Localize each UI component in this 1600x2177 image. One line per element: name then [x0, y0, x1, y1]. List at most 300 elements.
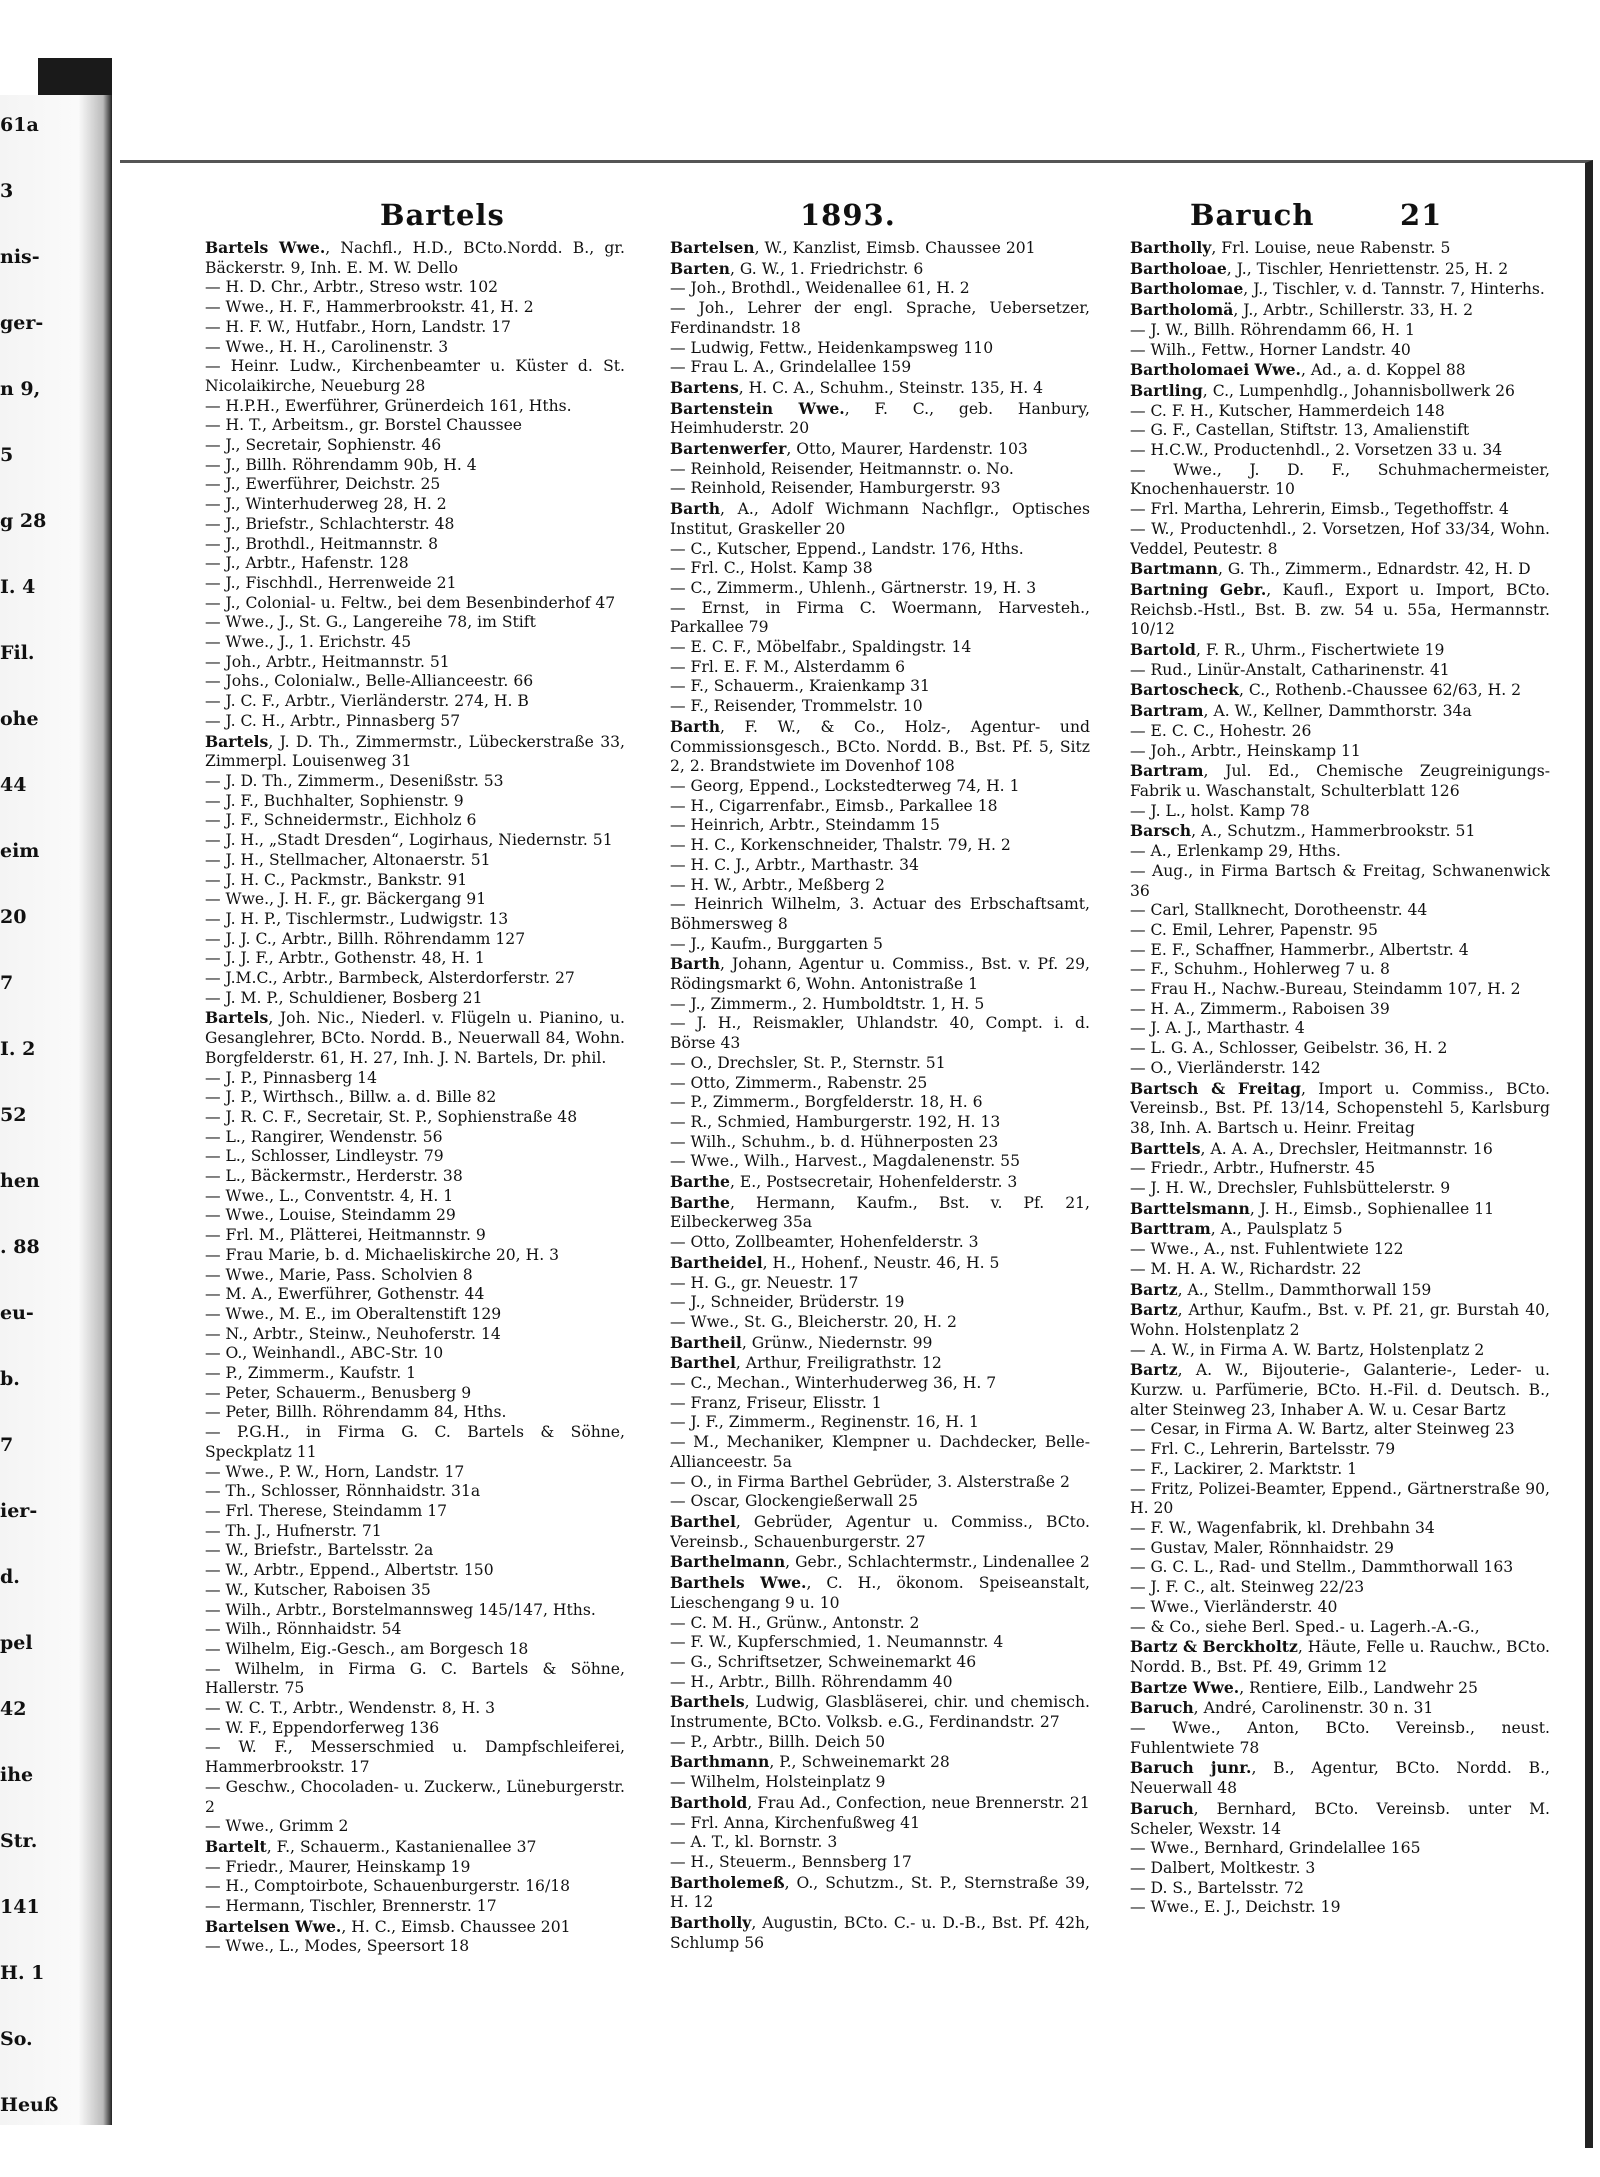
entry-surname: Bartelt — [205, 1836, 267, 1856]
directory-entry: Bartsch & Freitag, Import u. Commiss., BCto. Vereinsb., Bst. Pf. 13/14, Schopenstehl 5, Karlsburg 38, Inh. A. Bartsch u. Heinr. Freitag — [1130, 1078, 1550, 1137]
directory-entry: — J. J. C., Arbtr., Billh. Röhrendamm 127 — [205, 929, 526, 948]
entry-surname: Bartholemeß — [670, 1872, 785, 1892]
directory-entry: — Peter, Billh. Röhrendamm 84, Hths. — [205, 1403, 507, 1422]
directory-entry: — J. W., Billh. Röhrendamm 66, H. 1 — [1130, 320, 1415, 339]
directory-entry: — L., Schlosser, Lindleystr. 79 — [205, 1147, 444, 1166]
directory-entry: — H. D. Chr., Arbtr., Streso wstr. 102 — [205, 278, 499, 297]
page-number: 21 — [1400, 198, 1443, 232]
directory-entry: Bartling, C., Lumpenhdlg., Johannisbollwerk 26 — [1130, 380, 1515, 400]
directory-entry: — J. H. P., Tischlermstr., Ludwigstr. 13 — [205, 909, 509, 928]
previous-page-fragment: I. 4 — [0, 576, 36, 598]
entry-surname: Barthel — [670, 1512, 736, 1531]
directory-entry: — H. W., Arbtr., Meßberg 2 — [670, 875, 885, 894]
entry-surname: Barttels — [1130, 1138, 1201, 1158]
previous-page-fragment: 44 — [0, 774, 27, 796]
directory-entry: — Frl. Therese, Steindamm 17 — [205, 1502, 448, 1520]
directory-entry: — Wwe., H. H., Carolinenstr. 3 — [205, 337, 449, 356]
entry-surname: Bartoscheck — [1130, 680, 1239, 700]
directory-entry: — Wwe., St. G., Bleicherstr. 20, H. 2 — [670, 1312, 957, 1331]
directory-entry: — J., Schneider, Brüderstr. 19 — [670, 1293, 905, 1312]
directory-entry: — W., Arbtr., Eppend., Albertstr. 150 — [205, 1561, 494, 1580]
directory-entry: Barsch, A., Schutzm., Hammerbrookstr. 51 — [1130, 821, 1476, 841]
directory-entry: — Friedr., Arbtr., Hufnerstr. 45 — [1130, 1159, 1376, 1178]
entry-surname: Bartram — [1130, 761, 1204, 781]
directory-entry: — Th. J., Hufnerstr. 71 — [205, 1521, 382, 1540]
entry-surname: Bartz & Berckholtz — [1130, 1637, 1298, 1657]
directory-entry: — Reinhold, Reisender, Hamburgerstr. 93 — [670, 479, 1001, 498]
directory-entry: — R., Schmied, Hamburgerstr. 192, H. 13 — [670, 1112, 1001, 1131]
directory-entry: — J., Ewerführer, Deichstr. 25 — [205, 475, 441, 494]
entry-surname: Barthels Wwe. — [670, 1573, 807, 1593]
directory-entry: — J., Fischhdl., Herrenweide 21 — [205, 573, 457, 592]
directory-entry: — H. G., gr. Neuestr. 17 — [670, 1273, 859, 1292]
directory-entry: — C. M. H., Grünw., Antonstr. 2 — [670, 1613, 920, 1632]
directory-entry: Bartholomä, J., Arbtr., Schillerstr. 33, H. 2 — [1130, 300, 1473, 320]
entry-surname: Bartling — [1130, 380, 1203, 400]
directory-entry: — Frl. Anna, Kirchenfußweg 41 — [670, 1813, 921, 1832]
directory-entry: — C. F. H., Kutscher, Hammerdeich 148 — [1130, 401, 1445, 420]
directory-entry: — J. H. C., Packmstr., Bankstr. 91 — [205, 870, 468, 889]
directory-entry: — Wwe., H. F., Hammerbrookstr. 41, H. 2 — [205, 298, 534, 317]
previous-page-fragment: ohe — [0, 708, 39, 730]
previous-page-fragment: 61a — [0, 114, 39, 136]
entry-surname: Barttram — [1130, 1219, 1211, 1239]
directory-entry: — Rud., Linür-Anstalt, Catharinenstr. 41 — [1130, 660, 1450, 679]
directory-entry: Barttelsmann, J. H., Eimsb., Sophienallee 11 — [1130, 1198, 1495, 1218]
entry-surname: Bartenwerfer — [670, 439, 787, 459]
directory-entry: — F. W., Kupferschmied, 1. Neumannstr. 4 — [670, 1633, 1004, 1652]
directory-entry: — W. F., Messerschmied u. Dampfschleiferei, Hammerbrookstr. 17 — [205, 1738, 625, 1777]
directory-entry: — Th., Schlosser, Rönnhaidstr. 31a — [205, 1482, 481, 1501]
previous-page-fragment: ger- — [0, 312, 44, 334]
entry-surname: Bartz — [1130, 1279, 1178, 1299]
directory-entry: — Peter, Schauerm., Benusberg 9 — [205, 1383, 472, 1402]
directory-entry: — G., Schriftsetzer, Schweinemarkt 46 — [670, 1652, 977, 1671]
directory-entry: — J., Arbtr., Hafenstr. 128 — [205, 554, 409, 573]
entry-surname: Bartheidel — [670, 1252, 763, 1272]
directory-entry: Bartelsen, W., Kanzlist, Eimsb. Chaussee 201 — [670, 238, 1036, 257]
directory-entry: Bartram, A. W., Kellner, Dammthorstr. 34a — [1130, 701, 1472, 721]
directory-entry: — Wilhelm, Eig.-Gesch., am Borgesch 18 — [205, 1639, 529, 1658]
directory-entry: Bartels, J. D. Th., Zimmermstr., Lübeckerstraße 33, Zimmerpl. Louisenweg 31 — [205, 731, 625, 771]
column-3 — [1130, 238, 1550, 2038]
directory-entry: — Frl. C., Lehrerin, Bartelsstr. 79 — [1130, 1440, 1396, 1459]
directory-entry: — Joh., Arbtr., Heinskamp 11 — [1130, 741, 1361, 760]
directory-entry: — J., Brothdl., Heitmannstr. 8 — [205, 534, 439, 553]
directory-entry: — P., Zimmerm., Kaufstr. 1 — [205, 1364, 417, 1383]
directory-entry: — L. G. A., Schlosser, Geibelstr. 36, H. 2 — [1130, 1039, 1448, 1058]
directory-entry: — M., Mechaniker, Klempner u. Dachdecker, Belle-Allianceestr. 5a — [670, 1433, 1090, 1471]
directory-entry: — C. Emil, Lehrer, Papenstr. 95 — [1130, 920, 1378, 939]
directory-entry: — C., Kutscher, Eppend., Landstr. 176, Hths. — [670, 539, 1024, 558]
directory-entry: Barthels, Ludwig, Glasbläserei, chir. und chemisch. Instrumente, BCto. Volksb. e.G., Ferdinandstr. 27 — [670, 1692, 1090, 1732]
previous-page-fragment: b. — [0, 1368, 20, 1390]
previous-page-fragment: ier- — [0, 1500, 38, 1522]
previous-page-fragment: n 9, — [0, 378, 41, 400]
directory-entry: — Wwe., J. D. F., Schuhmachermeister, Knochenhauerstr. 10 — [1130, 460, 1550, 499]
directory-entry: — Georg, Eppend., Lockstedterweg 74, H. 1 — [670, 776, 1020, 795]
previous-page-fragment: 52 — [0, 1104, 27, 1126]
directory-entry: Bartoscheck, C., Rothenb.-Chaussee 62/63, H. 2 — [1130, 680, 1522, 700]
directory-entry: Baruch junr., B., Agentur, BCto. Nordd. B., Neuerwall 48 — [1130, 1758, 1550, 1798]
directory-entry: — Joh., Brothdl., Weidenallee 61, H. 2 — [670, 279, 970, 298]
entry-surname: Bartelsen — [670, 238, 755, 257]
directory-entry: — J.M.C., Arbtr., Barmbeck, Alsterdorferstr. 27 — [205, 969, 575, 988]
directory-entry: Bartholemeß, O., Schutzm., St. P., Sternstraße 39, H. 12 — [670, 1872, 1090, 1912]
directory-entry: — Cesar, in Firma A. W. Bartz, alter Steinweg 23 — [1130, 1420, 1515, 1439]
directory-entry: — Fritz, Polizei-Beamter, Eppend., Gärtnerstraße 90, H. 20 — [1130, 1479, 1550, 1518]
entry-surname: Baruch junr. — [1130, 1758, 1252, 1778]
previous-page-fragment: 3 — [0, 180, 14, 202]
directory-entry: Bartz & Berckholtz, Häute, Felle u. Rauchw., BCto. Nordd. B., Bst. Pf. 49, Grimm 12 — [1130, 1637, 1550, 1676]
directory-entry: Bartz, A., Stellm., Dammthorwall 159 — [1130, 1279, 1432, 1299]
directory-entry: — O., Weinhandl., ABC-Str. 10 — [205, 1344, 444, 1363]
directory-entry: — Wilh., Fettw., Horner Landstr. 40 — [1130, 340, 1411, 359]
directory-entry: — Aug., in Firma Bartsch & Freitag, Schwanenwick 36 — [1130, 861, 1550, 900]
directory-entry: — Frau L. A., Grindelallee 159 — [670, 358, 912, 377]
previous-page-fragment: hen — [0, 1170, 40, 1192]
previous-page-fragment: I. 2 — [0, 1038, 36, 1060]
directory-entry: Bartelt, F., Schauerm., Kastanienallee 37 — [205, 1836, 537, 1856]
previous-page-fragment: 7 — [0, 1434, 14, 1456]
directory-entry: — Heinrich, Arbtr., Steindamm 15 — [670, 816, 940, 835]
directory-entry: — W., Briefstr., Bartelsstr. 2a — [205, 1541, 434, 1560]
directory-entry: — A. T., kl. Bornstr. 3 — [670, 1833, 838, 1852]
entry-surname: Bartholomä — [1130, 300, 1234, 320]
directory-entry: — M. H. A. W., Richardstr. 22 — [1130, 1259, 1362, 1278]
directory-entry: Bartram, Jul. Ed., Chemische Zeugreinigungs-Fabrik u. Waschanstalt, Schulterblatt 126 — [1130, 761, 1550, 800]
directory-entry: — Wwe., P. W., Horn, Landstr. 17 — [205, 1462, 465, 1481]
directory-entry: Barthel, Gebrüder, Agentur u. Commiss., BCto. Vereinsb., Schauenburgerstr. 27 — [670, 1512, 1090, 1551]
directory-entry: — Ernst, in Firma C. Woermann, Harvesteh., Parkallee 79 — [670, 598, 1090, 637]
directory-entry: — H. F. W., Hutfabr., Horn, Landstr. 17 — [205, 317, 511, 336]
entry-surname: Barthmann — [670, 1752, 770, 1772]
directory-entry: Bartels, Joh. Nic., Niederl. v. Flügeln u. Pianino, u. Gesanglehrer, BCto. Nordd. B., Neuerwall 84, Wohn. Borgfelderstr. 61, H. 27, Inh. J. N. Bartels, Dr. phil. — [205, 1008, 625, 1067]
previous-page-fragment: g 28 — [0, 510, 47, 532]
directory-entry: — G. C. L., Rad- und Stellm., Dammthorwall 163 — [1130, 1558, 1514, 1577]
entry-surname: Bartels — [205, 1008, 269, 1028]
directory-entry: Barttram, A., Paulsplatz 5 — [1130, 1219, 1343, 1239]
entry-surname: Bartold — [1130, 640, 1196, 660]
entry-surname: Bartmann — [1130, 559, 1218, 579]
directory-entry: — J. P., Wirthsch., Billw. a. d. Bille 82 — [205, 1088, 497, 1107]
entry-surname: Bartholly — [670, 1913, 752, 1933]
entry-surname: Baruch — [1130, 1798, 1194, 1818]
directory-entry: — P., Zimmerm., Borgfelderstr. 18, H. 6 — [670, 1093, 983, 1112]
directory-entry: — Wwe., A., nst. Fuhlentwiete 122 — [1130, 1240, 1404, 1259]
directory-entry: — Wwe., Vierländerstr. 40 — [1130, 1597, 1338, 1616]
directory-entry: — C., Mechan., Winterhuderweg 36, H. 7 — [670, 1374, 997, 1393]
entry-surname: Barthold — [670, 1792, 748, 1812]
previous-page-fragment: 42 — [0, 1698, 27, 1720]
directory-entry: — J. F., Schneidermstr., Eichholz 6 — [205, 811, 477, 830]
directory-entry: Barthels Wwe., C. H., ökonom. Speiseanstalt, Lieschengang 9 u. 10 — [670, 1573, 1090, 1612]
directory-entry: — J., Winterhuderweg 28, H. 2 — [205, 495, 447, 514]
directory-entry: — J. H. W., Drechsler, Fuhlsbüttelerstr. 9 — [1130, 1179, 1451, 1198]
directory-entry: — O., Drechsler, St. P., Sternstr. 51 — [670, 1053, 946, 1072]
directory-entry: — Joh., Lehrer der engl. Sprache, Uebersetzer, Ferdinandstr. 18 — [670, 299, 1090, 337]
directory-entry: — J., Briefstr., Schlachterstr. 48 — [205, 514, 455, 533]
directory-entry: — J. H., Reismakler, Uhlandstr. 40, Compt. i. d. Börse 43 — [670, 1014, 1090, 1053]
entry-surname: Barthe — [670, 1192, 730, 1212]
directory-entry: — O., Vierländerstr. 142 — [1130, 1058, 1321, 1077]
directory-entry: Bartmann, G. Th., Zimmerm., Ednardstr. 42, H. D — [1130, 559, 1531, 579]
column-2 — [670, 238, 1090, 2038]
directory-entry: — Frl. M., Plätterei, Heitmannstr. 9 — [205, 1226, 486, 1245]
directory-entry: — Frau H., Nachw.-Bureau, Steindamm 107, H. 2 — [1130, 980, 1521, 999]
directory-entry: — Friedr., Maurer, Heinskamp 19 — [205, 1857, 471, 1876]
directory-entry: — Oscar, Glockengießerwall 25 — [670, 1492, 919, 1511]
entry-surname: Bartheil — [670, 1332, 742, 1352]
entry-surname: Barsch — [1130, 821, 1192, 841]
directory-entry: — D. S., Bartelsstr. 72 — [1130, 1878, 1304, 1897]
previous-page-fragment: eu- — [0, 1302, 34, 1324]
directory-entry: — Wwe., M. E., im Oberaltenstift 129 — [205, 1304, 502, 1323]
previous-page-fragment: 7 — [0, 972, 14, 994]
directory-entry: — Johs., Colonialw., Belle-Allianceestr. 66 — [205, 672, 534, 691]
directory-entry: — Wilh., Rönnhaidstr. 54 — [205, 1620, 402, 1639]
directory-entry: — Frl. Martha, Lehrerin, Eimsb., Tegethoffstr. 4 — [1130, 500, 1509, 519]
directory-entry: — Wwe., Marie, Pass. Scholvien 8 — [205, 1265, 473, 1284]
directory-entry: — Frau Marie, b. d. Michaeliskirche 20, H. 3 — [205, 1245, 560, 1264]
running-head-year: 1893. — [800, 198, 896, 232]
directory-entry: — L., Rangirer, Wendenstr. 56 — [205, 1127, 443, 1146]
entry-surname: Bartens — [670, 377, 739, 397]
directory-entry: — H., Cigarrenfabr., Eimsb., Parkallee 18 — [670, 796, 998, 815]
directory-entry: Bartels Wwe., Nachfl., H.D., BCto.Nordd. B., gr. Bäckerstr. 9, Inh. E. M. W. Dello — [205, 238, 625, 277]
directory-entry: — Hermann, Tischler, Brennerstr. 17 — [205, 1897, 497, 1916]
directory-entry: — H., Comptoirbote, Schauenburgerstr. 16/18 — [205, 1877, 571, 1896]
directory-entry: — F., Lackirer, 2. Marktstr. 1 — [1130, 1459, 1358, 1478]
directory-entry: — J. R. C. F., Secretair, St. P., Sophienstraße 48 — [205, 1107, 578, 1126]
directory-entry: — J. F. C., alt. Steinweg 22/23 — [1130, 1578, 1365, 1597]
directory-entry: — J., Secretair, Sophienstr. 46 — [205, 436, 442, 455]
entry-surname: Bartenstein Wwe. — [670, 398, 845, 418]
directory-entry: Barthold, Frau Ad., Confection, neue Brennerstr. 21 — [670, 1792, 1090, 1812]
directory-entry: — O., in Firma Barthel Gebrüder, 3. Alsterstraße 2 — [670, 1472, 1070, 1491]
directory-entry: — F. W., Wagenfabrik, kl. Drehbahn 34 — [1130, 1519, 1435, 1537]
directory-entry: Bartholly, Augustin, BCto. C.- u. D.-B., Bst. Pf. 42h, Schlump 56 — [670, 1913, 1090, 1952]
previous-page-fragment: . 88 — [0, 1236, 40, 1258]
entry-surname: Barthel — [670, 1353, 736, 1373]
entry-surname: Baruch — [1130, 1698, 1194, 1718]
previous-page-fragment: d. — [0, 1566, 20, 1588]
directory-entry: — J., Colonial- u. Feltw., bei dem Besenbinderhof 47 — [205, 593, 616, 612]
directory-entry: — Wwe., J., St. G., Langereihe 78, im Stift — [205, 613, 536, 632]
directory-entry: Bartenwerfer, Otto, Maurer, Hardenstr. 103 — [670, 439, 1028, 459]
entry-surname: Barth — [670, 499, 721, 519]
previous-page-fragment: nis- — [0, 246, 40, 268]
entry-surname: Bartholomaei Wwe. — [1130, 360, 1301, 380]
directory-entry: — J. F., Zimmerm., Reginenstr. 16, H. 1 — [670, 1413, 979, 1432]
entry-surname: Bartels Wwe. — [205, 238, 326, 257]
directory-entry: — Wwe., L., Conventstr. 4, H. 1 — [205, 1186, 454, 1205]
directory-entry: — Wwe., E. J., Deichstr. 19 — [1130, 1898, 1341, 1917]
entry-surname: Barthels — [670, 1692, 745, 1712]
directory-entry: — F., Schauerm., Kraienkamp 31 — [670, 677, 930, 696]
directory-entry: Bartholomae, J., Tischler, v. d. Tannstr. 7, Hinterhs. — [1130, 279, 1545, 299]
entry-surname: Barthe — [670, 1172, 730, 1192]
entry-surname: Bartholomae — [1130, 279, 1244, 299]
directory-entry: Barthe, E., Postsecretair, Hohenfelderstr. 3 — [670, 1172, 1018, 1192]
directory-entry: Bartelsen Wwe., H. C., Eimsb. Chaussee 201 — [205, 1916, 571, 1936]
directory-entry: Bartheil, Grünw., Niedernstr. 99 — [670, 1332, 933, 1352]
directory-columns — [205, 238, 1570, 2038]
directory-entry: — Wilhelm, Holsteinplatz 9 — [670, 1773, 886, 1792]
directory-entry: Barthelmann, Gebr., Schlachtermstr., Lindenallee 2 — [670, 1552, 1090, 1572]
directory-entry: Barthel, Arthur, Freiligrathstr. 12 — [670, 1353, 942, 1373]
entry-surname: Barttelsmann — [1130, 1198, 1250, 1218]
entry-surname: Bartning Gebr. — [1130, 579, 1267, 599]
directory-entry: — H.C.W., Productenhdl., 2. Vorsetzen 33 u. 34 — [1130, 441, 1503, 460]
directory-entry: — Wwe., Grimm 2 — [205, 1817, 349, 1836]
directory-entry: Barth, Johann, Agentur u. Commiss., Bst. v. Pf. 29, Rödingsmarkt 6, Wohn. Antonistraße 1 — [670, 954, 1090, 994]
running-head-left: Bartels — [380, 198, 505, 232]
previous-page-fragment: eim — [0, 840, 40, 862]
directory-entry: Bartheidel, H., Hohenf., Neustr. 46, H. 5 — [670, 1252, 1000, 1272]
entry-surname: Bartze Wwe. — [1130, 1677, 1240, 1697]
directory-entry: — A. W., in Firma A. W. Bartz, Holstenplatz 2 — [1130, 1340, 1485, 1359]
directory-entry: — H.P.H., Ewerführer, Grünerdeich 161, Hths. — [205, 396, 572, 415]
directory-entry: — W., Productenhdl., 2. Vorsetzen, Hof 33/34, Wohn. Veddel, Peutestr. 8 — [1130, 519, 1550, 558]
directory-entry: — G. F., Castellan, Stiftstr. 13, Amalienstift — [1130, 421, 1470, 440]
directory-entry: — Gustav, Maler, Rönnhaidstr. 29 — [1130, 1538, 1394, 1557]
directory-entry: — H., Arbtr., Billh. Röhrendamm 40 — [670, 1672, 953, 1691]
entry-surname: Barth — [670, 716, 721, 736]
directory-entry: — J., Billh. Röhrendamm 90b, H. 4 — [205, 455, 477, 474]
entry-surname: Bartz — [1130, 1300, 1178, 1320]
directory-entry: Bartz, A. W., Bijouterie-, Galanterie-, Leder- u. Kurzw. u. Parfümerie, BCto. H.-Fil. d. Deutsch. B., alter Steinweg 23, Inhaber A. W. u. Cesar Bartz — [1130, 1360, 1550, 1419]
directory-entry: — Ludwig, Fettw., Heidenkampsweg 110 — [670, 338, 994, 357]
directory-entry: — Franz, Friseur, Elisstr. 1 — [670, 1393, 882, 1412]
directory-entry: — P., Arbtr., Billh. Deich 50 — [670, 1732, 885, 1751]
directory-entry: — J. C. H., Arbtr., Pinnasberg 57 — [205, 711, 461, 730]
directory-entry: — Reinhold, Reisender, Heitmannstr. o. No. — [670, 459, 1014, 478]
directory-entry: — Wilh., Arbtr., Borstelmannsweg 145/147, Hths. — [205, 1600, 596, 1619]
entry-surname: Bartelsen Wwe. — [205, 1916, 342, 1936]
directory-entry: — Joh., Arbtr., Heitmannstr. 51 — [205, 652, 450, 671]
previous-page-fragment: So. — [0, 2028, 33, 2050]
directory-entry: — P.G.H., in Firma G. C. Bartels & Söhne, Speckplatz 11 — [205, 1423, 625, 1461]
entry-surname: Bartram — [1130, 701, 1204, 721]
directory-entry: — E. C. F., Möbelfabr., Spaldingstr. 14 — [670, 638, 972, 657]
directory-entry: Bartholly, Frl. Louise, neue Rabenstr. 5 — [1130, 238, 1451, 257]
directory-entry: — Wwe., J., 1. Erichstr. 45 — [205, 633, 412, 652]
directory-entry: — Wwe., Bernhard, Grindelallee 165 — [1130, 1839, 1421, 1858]
directory-entry: Baruch, Bernhard, BCto. Vereinsb. unter M. Scheler, Wexstr. 14 — [1130, 1798, 1550, 1838]
directory-entry: — & Co., siehe Berl. Sped.- u. Lagerh.-A.-G., — [1130, 1617, 1480, 1636]
directory-entry: — J. M. P., Schuldiener, Bosberg 21 — [205, 988, 483, 1007]
entry-surname: Bartsch & Freitag — [1130, 1078, 1301, 1098]
directory-entry: Bartning Gebr., Kaufl., Export u. Import, BCto. Reichsb.-Hstl., Bst. B. zw. 54 u. 55a, Hermannstr. 10/12 — [1130, 579, 1550, 639]
directory-entry: — Wilhelm, in Firma G. C. Bartels & Söhne, Hallerstr. 75 — [205, 1659, 625, 1698]
directory-entry: — W., Kutscher, Raboisen 35 — [205, 1580, 431, 1599]
directory-entry: — C., Zimmerm., Uhlenh., Gärtnerstr. 19, H. 3 — [670, 578, 1037, 597]
directory-entry: — F., Schuhm., Hohlerweg 7 u. 8 — [1130, 960, 1390, 979]
directory-entry: — Frl. C., Holst. Kamp 38 — [670, 559, 873, 578]
entry-surname: Barth — [670, 954, 721, 974]
directory-entry: — J. D. Th., Zimmerm., Desenißstr. 53 — [205, 771, 504, 790]
directory-entry: — Otto, Zollbeamter, Hohenfelderstr. 3 — [670, 1233, 979, 1252]
directory-entry: — Carl, Stallknecht, Dorotheenstr. 44 — [1130, 901, 1428, 920]
directory-entry: — Wwe., Wilh., Harvest., Magdalenenstr. 55 — [670, 1152, 1021, 1171]
directory-entry: — J. F., Buchhalter, Sophienstr. 9 — [205, 791, 464, 810]
previous-page-fragment: H. 1 — [0, 1962, 45, 1984]
directory-entry: Barthmann, P., Schweinemarkt 28 — [670, 1752, 950, 1772]
previous-page-fragment: 141 — [0, 1896, 40, 1918]
directory-entry: — L., Bäckermstr., Herderstr. 38 — [205, 1167, 463, 1186]
directory-entry: — J. P., Pinnasberg 14 — [205, 1068, 378, 1087]
previous-page-fragment: pel — [0, 1632, 33, 1654]
directory-entry: Barth, A., Adolf Wichmann Nachflgr., Optisches Institut, Graskeller 20 — [670, 499, 1090, 538]
directory-entry: Bartenstein Wwe., F. C., geb. Hanbury, Heimhuderstr. 20 — [670, 398, 1090, 438]
directory-entry: — Wwe., J. H. F., gr. Bäckergang 91 — [205, 890, 487, 909]
directory-entry: — M. A., Ewerführer, Gothenstr. 44 — [205, 1285, 485, 1304]
entry-surname: Barten — [670, 258, 730, 278]
directory-entry: — J. J. F., Arbtr., Gothenstr. 48, H. 1 — [205, 949, 485, 968]
directory-entry: Barten, G. W., 1. Friedrichstr. 6 — [670, 258, 924, 278]
directory-entry: — A., Erlenkamp 29, Hths. — [1130, 842, 1341, 861]
directory-entry: — Dalbert, Moltkestr. 3 — [1130, 1858, 1316, 1877]
previous-page-fragment: 5 — [0, 444, 14, 466]
column-1 — [205, 238, 625, 2038]
directory-entry: — J. C. F., Arbtr., Vierländerstr. 274, H. B — [205, 692, 529, 711]
directory-entry: Bartze Wwe., Rentiere, Eilb., Landwehr 25 — [1130, 1677, 1478, 1697]
directory-entry: — E. F., Schaffner, Hammerbr., Albertstr. 4 — [1130, 940, 1469, 959]
directory-entry: — H. A., Zimmerm., Raboisen 39 — [1130, 999, 1390, 1018]
directory-entry: Bartz, Arthur, Kaufm., Bst. v. Pf. 21, gr. Burstah 40, Wohn. Holstenplatz 2 — [1130, 1300, 1550, 1339]
directory-entry: Bartholomaei Wwe., Ad., a. d. Koppel 88 — [1130, 360, 1466, 380]
directory-entry: Bartholoae, J., Tischler, Henriettenstr. 25, H. 2 — [1130, 258, 1509, 278]
entry-surname: Bartz — [1130, 1360, 1178, 1380]
directory-entry: — Frl. E. F. M., Alsterdamm 6 — [670, 657, 906, 676]
directory-entry: Barthe, Hermann, Kaufm., Bst. v. Pf. 21, Eilbeckerweg 35a — [670, 1192, 1090, 1232]
directory-entry: — H., Steuerm., Bennsberg 17 — [670, 1852, 912, 1871]
directory-entry: — J., Kaufm., Burggarten 5 — [670, 934, 883, 953]
directory-entry: — Wwe., Anton, BCto. Vereinsb., neust. Fuhlentwiete 78 — [1130, 1719, 1550, 1757]
directory-entry: — Otto, Zimmerm., Rabenstr. 25 — [670, 1073, 928, 1092]
directory-entry: — H. C., Korkenschneider, Thalstr. 79, H. 2 — [670, 836, 1011, 855]
page-header — [0, 198, 1600, 238]
entry-surname: Bartels — [205, 731, 269, 751]
entry-surname: Bartholoae — [1130, 258, 1227, 278]
directory-entry: Barth, F. W., & Co., Holz-, Agentur- und Commissionsgesch., BCto. Nordd. B., Bst. Pf. 5, Sitz 2, 2. Brandstwiete im Dovenhof 108 — [670, 716, 1090, 776]
previous-page-fragment: Heuß — [0, 2094, 59, 2116]
running-head-right: Baruch — [1190, 198, 1315, 232]
previous-page-fragment: Str. — [0, 1830, 38, 1852]
entry-surname: Bartholly — [1130, 238, 1212, 257]
directory-entry: — Wwe., Louise, Steindamm 29 — [205, 1206, 456, 1225]
directory-entry: Baruch, André, Carolinenstr. 30 n. 31 — [1130, 1698, 1434, 1718]
directory-entry: — W. F., Eppendorferweg 136 — [205, 1718, 440, 1737]
directory-entry: — H. T., Arbeitsm., gr. Borstel Chaussee — [205, 416, 523, 435]
directory-entry: — Wwe., L., Modes, Speersort 18 — [205, 1937, 470, 1956]
directory-entry: — Heinr. Ludw., Kirchenbeamter u. Küster d. St. Nicolaikirche, Neueburg 28 — [205, 357, 625, 395]
directory-entry: — Heinrich Wilhelm, 3. Actuar des Erbschaftsamt, Böhmersweg 8 — [670, 895, 1090, 933]
directory-entry: — J. A. J., Marthastr. 4 — [1130, 1019, 1305, 1038]
directory-entry: — J. H., Stellmacher, Altonaerstr. 51 — [205, 850, 491, 869]
previous-page-edge — [0, 95, 112, 2125]
directory-entry: — Geschw., Chocoladen- u. Zuckerw., Lüneburgerstr. 2 — [205, 1777, 625, 1816]
directory-entry: — N., Arbtr., Steinw., Neuhoferstr. 14 — [205, 1324, 501, 1343]
previous-page-fragment: ihe — [0, 1764, 34, 1786]
directory-entry: — J. L., holst. Kamp 78 — [1130, 801, 1310, 820]
directory-entry: — H. C. J., Arbtr., Marthastr. 34 — [670, 855, 919, 874]
previous-page-fragment: 20 — [0, 906, 27, 928]
directory-entry: — J., Zimmerm., 2. Humboldtstr. 1, H. 5 — [670, 994, 985, 1013]
directory-entry: Bartold, F. R., Uhrm., Fischertwiete 19 — [1130, 640, 1445, 660]
previous-page-fragment: Fil. — [0, 642, 35, 664]
